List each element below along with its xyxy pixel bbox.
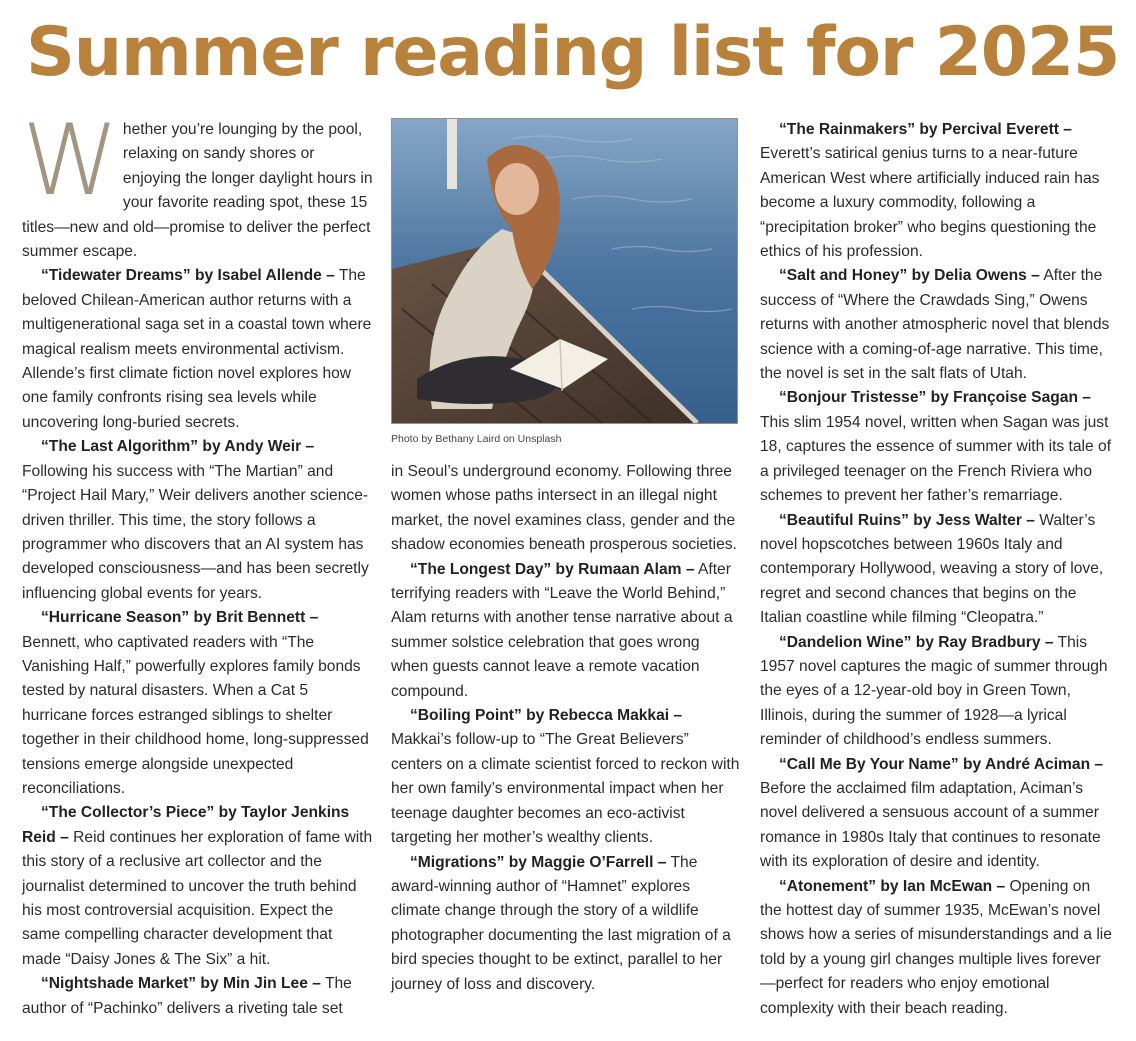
book-heading: “Salt and Honey” by Delia Owens – bbox=[779, 267, 1040, 285]
book-entry bbox=[391, 704, 740, 850]
intro-text: hether you’re lounging by the pool, relaxing on sandy shores or enjoying the longer daylight hours in your favorite reading spot, these 15 titles—new and old—promise to deliver the perfect summer escape. bbox=[22, 121, 373, 261]
book-heading: “Bonjour Tristesse” by Françoise Sagan – bbox=[779, 389, 1091, 407]
book-entry bbox=[22, 972, 374, 1021]
book-entry bbox=[22, 264, 374, 435]
book-heading: “Tidewater Dreams” by Isabel Allende – bbox=[41, 267, 335, 285]
book-heading: “Call Me By Your Name” by André Aciman – bbox=[779, 755, 1104, 773]
book-heading: “Boiling Point” by Rebecca Makkai – bbox=[410, 707, 683, 725]
photo-illustration bbox=[392, 119, 737, 423]
book-description: Opening on the hottest day of summer 1935, McEwan’s novel shows how a series of misunderstandings and a lie told by a young girl changes multiple lives forever—perfect for readers who enjoy emotional complexity with their beach reading. bbox=[760, 877, 1112, 1017]
book-entry bbox=[760, 753, 1112, 875]
article-column-3 bbox=[760, 118, 1112, 1021]
book-heading: “The Collector’s Piece” by Taylor Jenkins Reid – bbox=[22, 804, 350, 846]
book-heading: “Nightshade Market” by Min Jin Lee – bbox=[41, 975, 321, 993]
book-heading: “Beautiful Ruins” by Jess Walter – bbox=[779, 511, 1035, 529]
book-description: This 1957 novel captures the magic of summer through the eyes of a 12-year-old boy in Green Town, Illinois, during the summer of 1928—a lyrical reminder of childhood’s endless summers. bbox=[760, 633, 1108, 749]
book-description: Bennett, who captivated readers with “The Vanishing Half,” powerfully explores family bonds tested by natural disasters. When a Cat 5 hurricane forces estranged siblings to shelter together in their childhood home, long-suppressed tensions emerge alongside unexpected reconciliations. bbox=[22, 633, 369, 797]
book-entry bbox=[760, 631, 1112, 753]
book-entry bbox=[22, 435, 374, 606]
book-description: The author of “Pachinko” delivers a riveting tale set bbox=[22, 975, 352, 1017]
book-heading: “Migrations” by Maggie O’Farrell – bbox=[410, 853, 667, 871]
book-description: Following his success with “The Martian” and “Project Hail Mary,” Weir delivers another science-driven thriller. This time, the story follows a programmer who discovers that an AI system has developed consciousness—and has been secretly influencing global events for years. bbox=[22, 462, 369, 602]
book-description: Before the acclaimed film adaptation, Aciman’s novel delivered a sensuous account of a summer romance in 1980s Italy that continues to resonate with its exploration of desire and identity. bbox=[760, 779, 1101, 871]
book-entry bbox=[391, 558, 740, 704]
book-description: After terrifying readers with “Leave the World Behind,” Alam returns with another tense narrative about a summer solstice celebration that goes wrong when guests cannot leave a remote vacation compound. bbox=[391, 560, 733, 700]
reading-on-dock-photo bbox=[391, 118, 738, 424]
photo-caption: Photo by Bethany Laird on Unsplash bbox=[391, 433, 562, 445]
book-description: After the success of “Where the Crawdads Sing,” Owens returns with another atmospheric novel that blends science with a coming-of-age narrative. This time, the novel is set in the salt flats of Utah. bbox=[760, 267, 1110, 383]
book-description: Makkai’s follow-up to “The Great Believers” centers on a climate scientist forced to reckon with her own family’s environmental impact when her teenage daughter becomes an eco-activist targeting her mother’s wealthy clients. bbox=[391, 731, 740, 847]
book-entry bbox=[22, 606, 374, 801]
book-heading: “The Last Algorithm” by Andy Weir – bbox=[41, 438, 315, 456]
book-description: The beloved Chilean-American author returns with a multigenerational saga set in a coastal town where magical realism meets environmental activism. Allende’s first climate fiction novel explores how one family confronts rising sea levels while uncovering long-buried secrets. bbox=[22, 267, 372, 431]
book-heading: “The Longest Day” by Rumaan Alam – bbox=[410, 560, 695, 578]
article-column-1 bbox=[22, 104, 374, 1021]
book-description: Reid continues her exploration of fame with this story of a reclusive art collector and the journalist determined to uncover the truth behind his most controversial acquisition. Expect the same compelling character development that made “Daisy Jones & The Six” a hit. bbox=[22, 828, 373, 968]
book-entry bbox=[760, 118, 1112, 264]
book-heading: “Dandelion Wine” by Ray Bradbury – bbox=[779, 633, 1054, 651]
book-entry bbox=[391, 851, 740, 997]
drop-cap: W bbox=[22, 104, 119, 218]
book-entry bbox=[760, 875, 1112, 1021]
book-heading: “The Rainmakers” by Percival Everett – bbox=[779, 121, 1072, 138]
book-entry bbox=[760, 509, 1112, 631]
book-entry bbox=[22, 801, 374, 972]
book-description: This slim 1954 novel, written when Sagan was just 18, captures the essence of summer with its tale of a privileged teenager on the French Riviera who schemes to prevent her father’s remarriage. bbox=[760, 413, 1112, 505]
book-description: The award-winning author of “Hamnet” explores climate change through the story of a wildlife photographer documenting the last migration of a bird species thought to be extinct, parallel to her journey of loss and discovery. bbox=[391, 853, 731, 993]
book-description: Walter’s novel hopscotches between 1960s Italy and contemporary Hollywood, weaving a story of love, regret and second chances that begins on the Italian coastline while filming “Cleopatra.” bbox=[760, 511, 1104, 627]
book-entry bbox=[760, 386, 1112, 508]
book-description: Everett’s satirical genius turns to a near-future American West where artificially induced rain has become a luxury commodity, following a “precipitation broker” who begins questioning the ethics of his profession. bbox=[760, 145, 1100, 261]
book-heading: “Hurricane Season” by Brit Bennett – bbox=[41, 609, 319, 627]
book-heading: “Atonement” by Ian McEwan – bbox=[779, 877, 1006, 895]
book-entry-continued: in Seoul’s underground economy. Following three women whose paths intersect in an illegal night market, the novel examines class, gender and the shadow economies beneath prosperous societies. bbox=[391, 463, 737, 554]
article-column-2 bbox=[391, 118, 740, 997]
intro-paragraph bbox=[22, 104, 374, 264]
book-entry bbox=[760, 264, 1112, 386]
page-title: Summer reading list for 2025 bbox=[26, 13, 1120, 92]
